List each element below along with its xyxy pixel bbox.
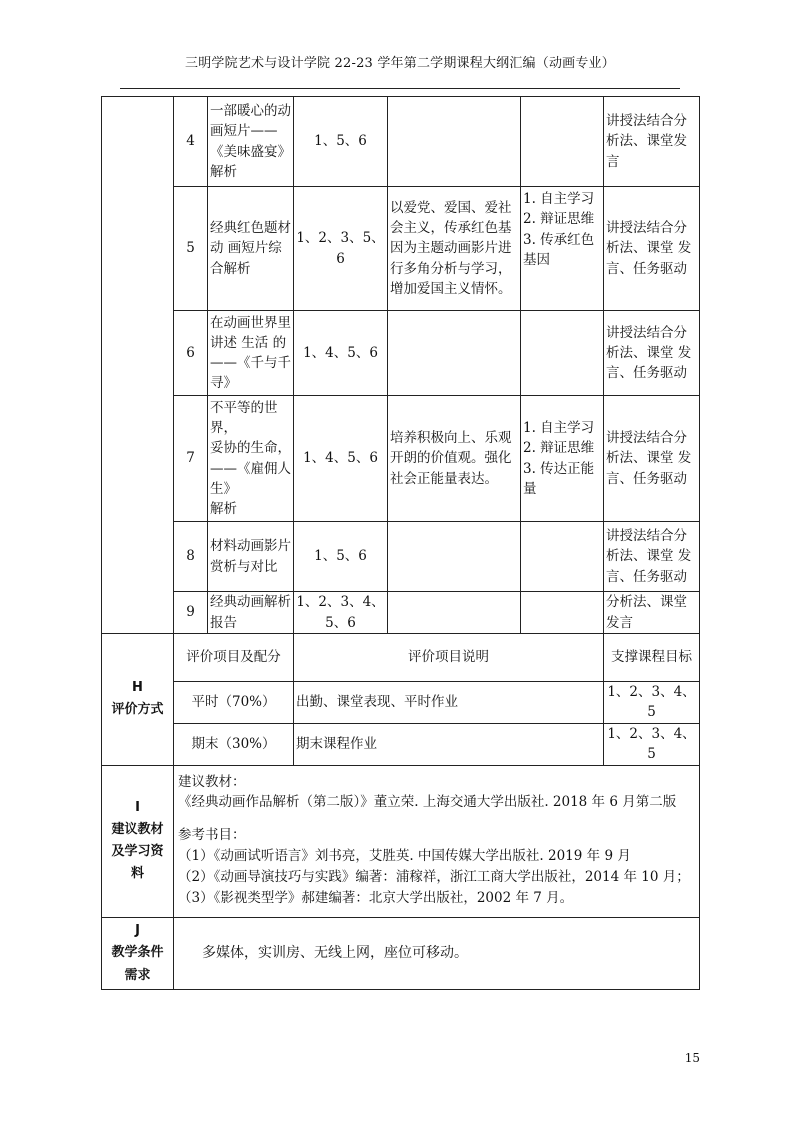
lesson-number: 7 [174, 396, 208, 522]
table-row [102, 682, 700, 724]
suggested-label: 建议教材： [178, 773, 246, 790]
lesson-ideology: 培养积极向上、乐观开朗的价值观。强化社会正能量表达。 [388, 396, 521, 522]
section-blank-cell [102, 97, 174, 634]
element-item: 2. 辩证思维 [523, 440, 595, 457]
lesson-elements [521, 97, 604, 187]
eval-header-desc: 评价项目说明 [294, 634, 604, 682]
eval-header-item: 评价项目及配分 [174, 634, 294, 682]
table-row [102, 765, 700, 918]
eval-goal: 1、2、3、4、5 [604, 723, 700, 765]
page-header: 三明学院艺术与设计学院 22-23 学年第二学期课程大纲汇编（动画专业） [185, 56, 615, 71]
element-item: 3. 传承红色基因 [523, 231, 595, 268]
section-j-label: J 教学条件 需求 [102, 918, 174, 990]
lesson-elements [521, 396, 604, 522]
section-h-label: H 评价方式 [102, 634, 174, 766]
lesson-elements [521, 187, 604, 311]
eval-header-goal: 支撑课程目标 [604, 634, 700, 682]
table-row [102, 522, 700, 592]
table-row [102, 918, 700, 990]
section-i-label: I 建议教材 及学习资 料 [102, 765, 174, 918]
lesson-ideology: 以爱党、爱国、爱社会主义，传承红色基因为主题动画影片进行多角分析与学习，增加爱国主义情怀。 [388, 187, 521, 311]
lesson-number: 8 [174, 522, 208, 592]
eval-desc: 期末课程作业 [294, 723, 604, 765]
textbooks-content [174, 765, 700, 918]
lesson-topic: 一部暖心的动画短片——《美味盛宴》解析 [208, 97, 294, 187]
lesson-number: 5 [174, 187, 208, 311]
lesson-method: 讲授法结合分析法、课堂 发言、任务驱动 [604, 522, 700, 592]
lesson-topic: 在动画世界里讲述 生活 的 ——《千与千寻》 [208, 311, 294, 396]
lesson-method: 讲授法结合分析法、课堂发言 [604, 97, 700, 187]
eval-item: 期末（30%） [174, 723, 294, 765]
table-row [102, 311, 700, 396]
lesson-goals: 1、4、5、6 [294, 396, 388, 522]
conditions-text: 多媒体，实训房、无线上网，座位可移动。 [174, 918, 700, 990]
lesson-topic: 经典红色题材动 画短片综合解析 [208, 187, 294, 311]
lesson-number: 6 [174, 311, 208, 396]
lesson-ideology [388, 522, 521, 592]
lesson-number: 9 [174, 592, 208, 634]
lesson-ideology [388, 311, 521, 396]
lesson-elements [521, 522, 604, 592]
lesson-elements [521, 311, 604, 396]
element-item: 2. 辩证思维 [523, 211, 595, 228]
lesson-goals: 1、2、3、4、5、6 [294, 592, 388, 634]
table-row [102, 396, 700, 522]
lesson-goals: 1、2、3、5、6 [294, 187, 388, 311]
lesson-elements [521, 592, 604, 634]
table-row [102, 592, 700, 634]
lesson-ideology [388, 592, 521, 634]
lesson-topic: 经典动画解析报告 [208, 592, 294, 634]
table-row [102, 97, 700, 187]
lesson-method: 讲授法结合分析法、课堂 发言、任务驱动 [604, 187, 700, 311]
lesson-goals: 1、4、5、6 [294, 311, 388, 396]
lesson-topic: 不平等的世界， 妥协的生命， ——《雇佣人生》 解析 [208, 396, 294, 522]
lesson-ideology [388, 97, 521, 187]
lesson-method: 分析法、课堂发言 [604, 592, 700, 634]
reference-item: （1）《动画试听语言》刘书亮，艾胜英. 中国传媒大学出版社. 2019 年 9 月 [178, 848, 631, 865]
lesson-topic: 材料动画影片赏析与对比 [208, 522, 294, 592]
header-rule [120, 88, 680, 89]
eval-goal: 1、2、3、4、5 [604, 682, 700, 724]
table-row [102, 634, 700, 682]
lesson-method: 讲授法结合分析法、课堂 发言、任务驱动 [604, 311, 700, 396]
syllabus-table [101, 96, 700, 990]
reference-label: 参考书目： [178, 827, 246, 844]
lesson-number: 4 [174, 97, 208, 187]
table-row [102, 723, 700, 765]
lesson-goals: 1、5、6 [294, 522, 388, 592]
element-item: 1. 自主学习 [523, 420, 595, 436]
eval-item: 平时（70%） [174, 682, 294, 724]
lesson-method: 讲授法结合分析法、课堂 发言、任务驱动 [604, 396, 700, 522]
table-row [102, 187, 700, 311]
lesson-goals: 1、5、6 [294, 97, 388, 187]
element-item: 3. 传达正能量 [523, 460, 595, 497]
suggested-book: 《经典动画作品解析（第二版）》董立荣. 上海交通大学出版社. 2018 年 6 月第二版 [178, 794, 677, 811]
reference-item: （2）《动画导演技巧与实践》编著：浦稼祥，浙江工商大学出版社，2014 年 10 月； [178, 869, 690, 886]
page-number: 15 [684, 1051, 700, 1065]
eval-desc: 出勤、课堂表现、平时作业 [294, 682, 604, 724]
reference-item: （3）《影视类型学》郝建编著：北京大学出版社，2002 年 7 月。 [178, 890, 574, 907]
element-item: 1. 自主学习 [523, 191, 595, 207]
